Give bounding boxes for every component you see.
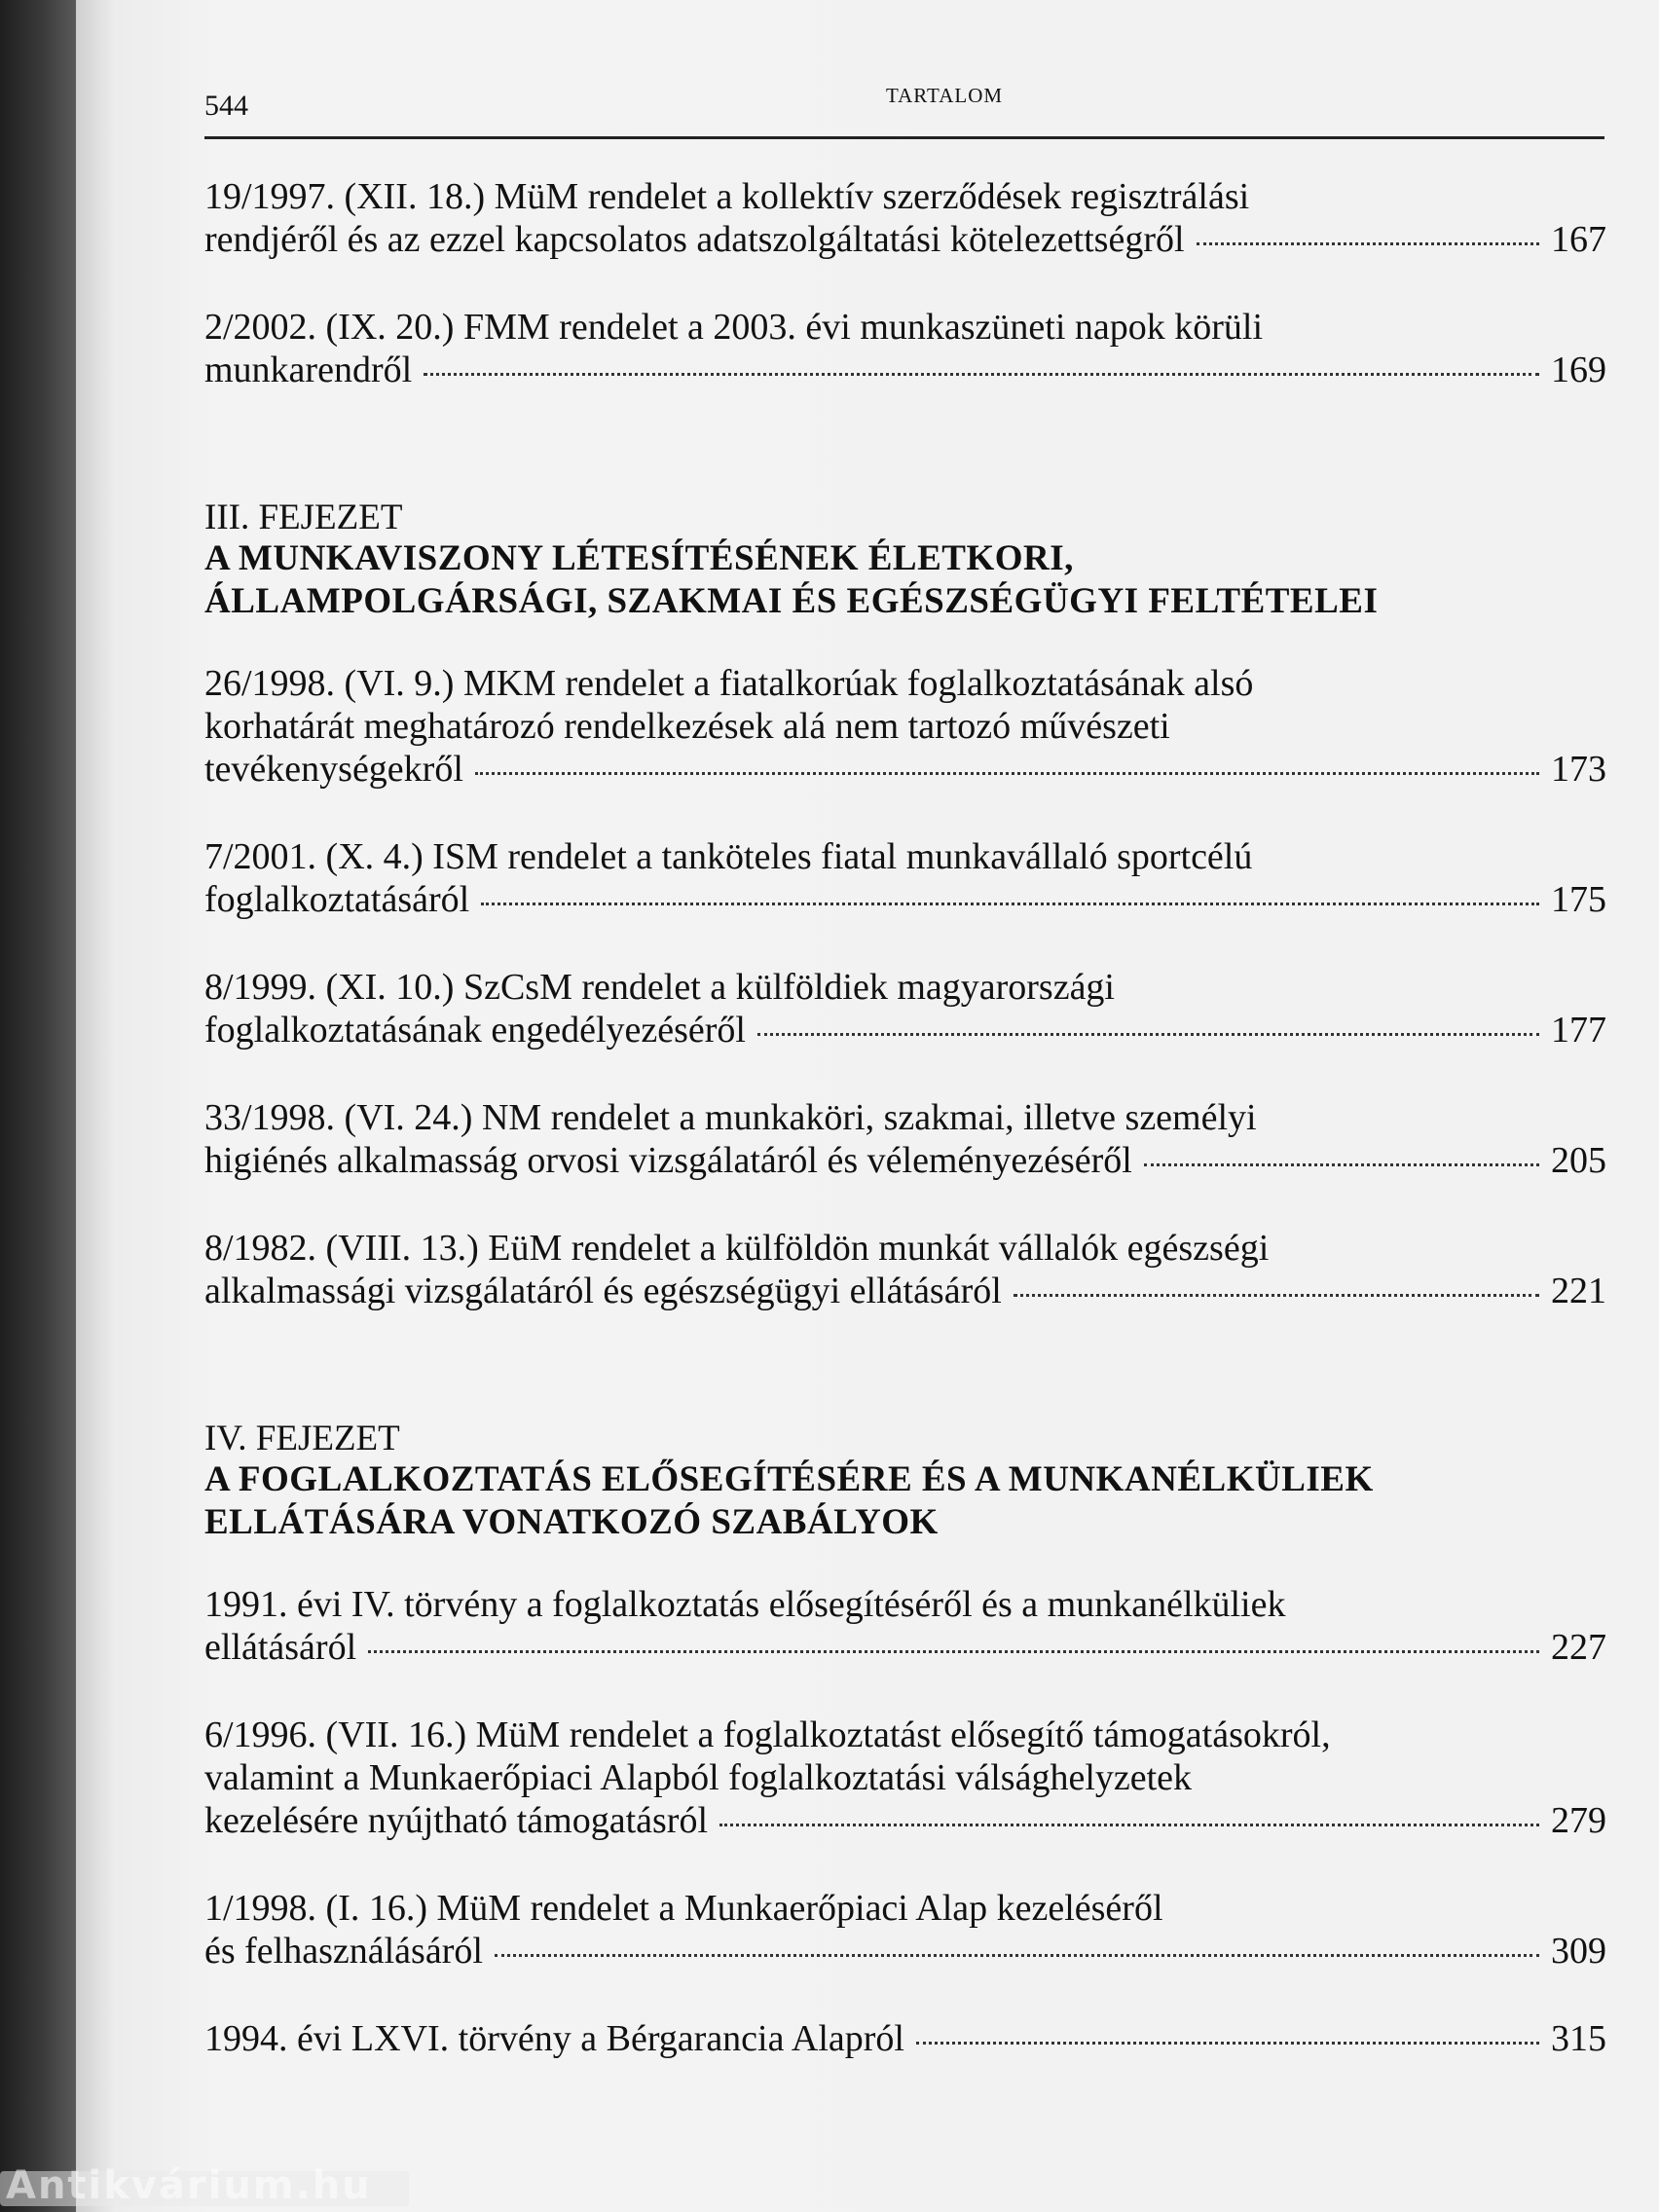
toc-entry-line: ellátásáról <box>204 1627 357 1668</box>
dot-leader <box>719 1824 1539 1826</box>
toc-entry-line: 6/1996. (VII. 16.) MüM rendelet a foglalkoztatást elősegítő támogatásokról, <box>204 1714 1331 1755</box>
toc-entry <box>204 306 1606 391</box>
toc-entry-last-line <box>204 1270 1606 1312</box>
toc-entry-last-line <box>204 1626 1606 1669</box>
toc-page-number: 175 <box>1551 879 1606 920</box>
book-spine-shadow <box>0 0 76 2212</box>
toc-entry-line: tevékenységekről <box>204 749 463 790</box>
toc-entry <box>204 662 1606 791</box>
chapter-heading-4 <box>204 1419 1606 1544</box>
dot-leader <box>916 2042 1539 2045</box>
dot-leader <box>495 1954 1539 1957</box>
toc-entry <box>204 1227 1606 1312</box>
toc-entry-last-line <box>204 1799 1606 1842</box>
dot-leader <box>475 772 1539 775</box>
toc-entries-chapter-4 <box>204 1583 1606 2060</box>
toc-entry-line: rendjéről és az ezzel kapcsolatos adatszolgáltatási kötelezettségről <box>204 219 1185 260</box>
toc-entry-line: és felhasználásáról <box>204 1931 483 1972</box>
toc-entry-line: 7/2001. (X. 4.) ISM rendelet a tanköteles fiatal munkavállaló sportcélú <box>204 836 1253 877</box>
dot-leader <box>424 373 1539 376</box>
toc-entry-last-line <box>204 1009 1606 1051</box>
chapter-heading-3 <box>204 498 1606 623</box>
toc-entry-line: 8/1999. (XI. 10.) SzCsM rendelet a külföldiek magyarországi <box>204 967 1115 1008</box>
toc-entry-line: alkalmassági vizsgálatáról és egészségügyi ellátásáról <box>204 1271 1002 1311</box>
toc-entry <box>204 1096 1606 1182</box>
toc-entry-last-line <box>204 1139 1606 1182</box>
toc-entry-line: korhatárát meghatározó rendelkezések alá nem tartozó művészeti <box>204 706 1170 747</box>
toc-page-number: 173 <box>1551 749 1606 790</box>
toc-entry-line: 1991. évi IV. törvény a foglalkoztatás elősegítéséről és a munkanélküliek <box>204 1584 1286 1625</box>
toc-entry-line: foglalkoztatásának engedélyezéséről <box>204 1010 746 1051</box>
toc-page-number: 309 <box>1551 1931 1606 1972</box>
toc-entries-chapter-3 <box>204 662 1606 1312</box>
chapter-title-line: ELLÁTÁSÁRA VONATKOZÓ SZABÁLYOK <box>204 1502 939 1542</box>
toc-entry-line: 19/1997. (XII. 18.) MüM rendelet a kollektív szerződések regisztrálási <box>204 176 1250 217</box>
toc-entries-top <box>204 175 1606 391</box>
watermark: Antikvárium.hu <box>6 2163 372 2208</box>
dot-leader <box>368 1650 1539 1653</box>
toc-entry-last-line <box>204 878 1606 921</box>
toc-entry-last-line <box>204 2017 1606 2060</box>
dot-leader <box>481 903 1539 905</box>
toc-entry-line: higiénés alkalmasság orvosi vizsgálatáról és véleményezéséről <box>204 1140 1132 1181</box>
toc-entry-line: 33/1998. (VI. 24.) NM rendelet a munkaköri, szakmai, illetve személyi <box>204 1097 1257 1138</box>
toc-entry <box>204 175 1606 261</box>
toc-entry <box>204 2017 1606 2060</box>
page-number: 544 <box>204 90 248 122</box>
chapter-label: IV. FEJEZET <box>204 1419 400 1458</box>
page-header <box>204 78 1604 139</box>
toc-entry-line: 1/1998. (I. 16.) MüM rendelet a Munkaerőpiaci Alap kezeléséről <box>204 1888 1163 1929</box>
toc-entry-last-line <box>204 1930 1606 1972</box>
toc-entry <box>204 1714 1606 1842</box>
toc-entry-last-line <box>204 748 1606 791</box>
toc-entry-line: munkarendről <box>204 350 413 390</box>
toc-entry-line: 26/1998. (VI. 9.) MKM rendelet a fiatalkorúak foglalkoztatásának alsó <box>204 663 1254 704</box>
chapter-title-line: ÁLLAMPOLGÁRSÁGI, SZAKMAI ÉS EGÉSZSÉGÜGYI FELTÉTELEI <box>204 581 1379 621</box>
chapter-title-line: A FOGLALKOZTATÁS ELŐSEGÍTÉSÉRE ÉS A MUNKANÉLKÜLIEK <box>204 1459 1374 1499</box>
toc-entry-line: 2/2002. (IX. 20.) FMM rendelet a 2003. évi munkaszüneti napok körüli <box>204 307 1264 348</box>
toc-page-number: 167 <box>1551 219 1606 260</box>
chapter-title-line: A MUNKAVISZONY LÉTESÍTÉSÉNEK ÉLETKORI, <box>204 538 1074 578</box>
toc-entry <box>204 835 1606 921</box>
table-of-contents <box>204 175 1606 2105</box>
toc-entry-last-line <box>204 349 1606 391</box>
dot-leader <box>1014 1294 1539 1297</box>
toc-entry-line: 8/1982. (VIII. 13.) EüM rendelet a külföldön munkát vállalók egészségi <box>204 1228 1270 1269</box>
toc-entry-line: valamint a Munkaerőpiaci Alapból foglalkoztatási válsághelyzetek <box>204 1757 1193 1798</box>
toc-entry-line: 1994. évi LXVI. törvény a Bérgarancia Alapról <box>204 2018 904 2059</box>
toc-entry-last-line <box>204 218 1606 261</box>
toc-entry <box>204 966 1606 1051</box>
toc-entry-line: kezelésére nyújtható támogatásról <box>204 1800 709 1841</box>
toc-page-number: 315 <box>1551 2018 1606 2059</box>
toc-page-number: 169 <box>1551 350 1606 390</box>
chapter-label: III. FEJEZET <box>204 498 403 537</box>
dot-leader <box>757 1033 1539 1036</box>
toc-page-number: 221 <box>1551 1271 1606 1311</box>
toc-entry <box>204 1887 1606 1972</box>
running-title: TARTALOM <box>886 84 1004 107</box>
toc-entry-line: foglalkoztatásáról <box>204 879 470 920</box>
toc-page-number: 227 <box>1551 1627 1606 1668</box>
toc-page-number: 177 <box>1551 1010 1606 1051</box>
toc-page-number: 205 <box>1551 1140 1606 1181</box>
dot-leader <box>1197 242 1539 245</box>
toc-entry <box>204 1583 1606 1669</box>
dot-leader <box>1144 1163 1539 1166</box>
toc-page-number: 279 <box>1551 1800 1606 1841</box>
